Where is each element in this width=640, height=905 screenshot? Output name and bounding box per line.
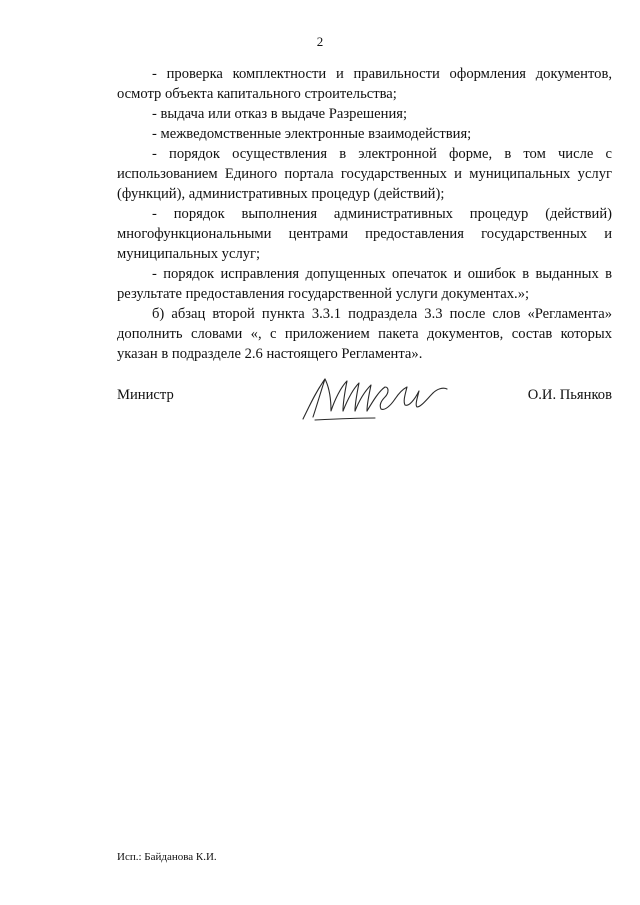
list-item-check-documents: - проверка комплектности и правильности оформления документов, осмотр объекта капитального строительства;: [117, 66, 612, 102]
list-item-electronic-form: - порядок осуществления в электронной форме, в том числе с использованием Единого портала государственных и муниципальных услуг (функций), административных процедур (действий);: [117, 146, 612, 202]
list-item-issue-permit: - выдача или отказ в выдаче Разрешения;: [152, 106, 408, 122]
signatory-title: Министр: [117, 387, 174, 403]
document-body: [117, 64, 612, 364]
page-number: 2: [316, 34, 324, 49]
signatory-name: О.И. Пьянков: [527, 387, 612, 403]
executor-note: Исп.: Байданова К.И.: [117, 851, 217, 863]
list-item-corrections: - порядок исправления допущенных опечаток и ошибок в выданных в результате предоставления государственной услуги документах.»;: [117, 266, 612, 302]
list-item-mfc-procedures: - порядок выполнения административных процедур (действий) многофункциональными центрами предоставления государственных и муниципальных услуг;: [117, 206, 612, 262]
handwritten-signature: [295, 373, 455, 423]
list-item-interagency: - межведомственные электронные взаимодействия;: [152, 126, 472, 142]
signature-block: [117, 387, 612, 427]
amendment-paragraph-b: б) абзац второй пункта 3.3.1 подраздела 3.3 после слов «Регламента» дополнить словами «, с приложением пакета документов, состав которых указан в подразделе 2.6 настоящего Регламента».: [117, 306, 612, 362]
